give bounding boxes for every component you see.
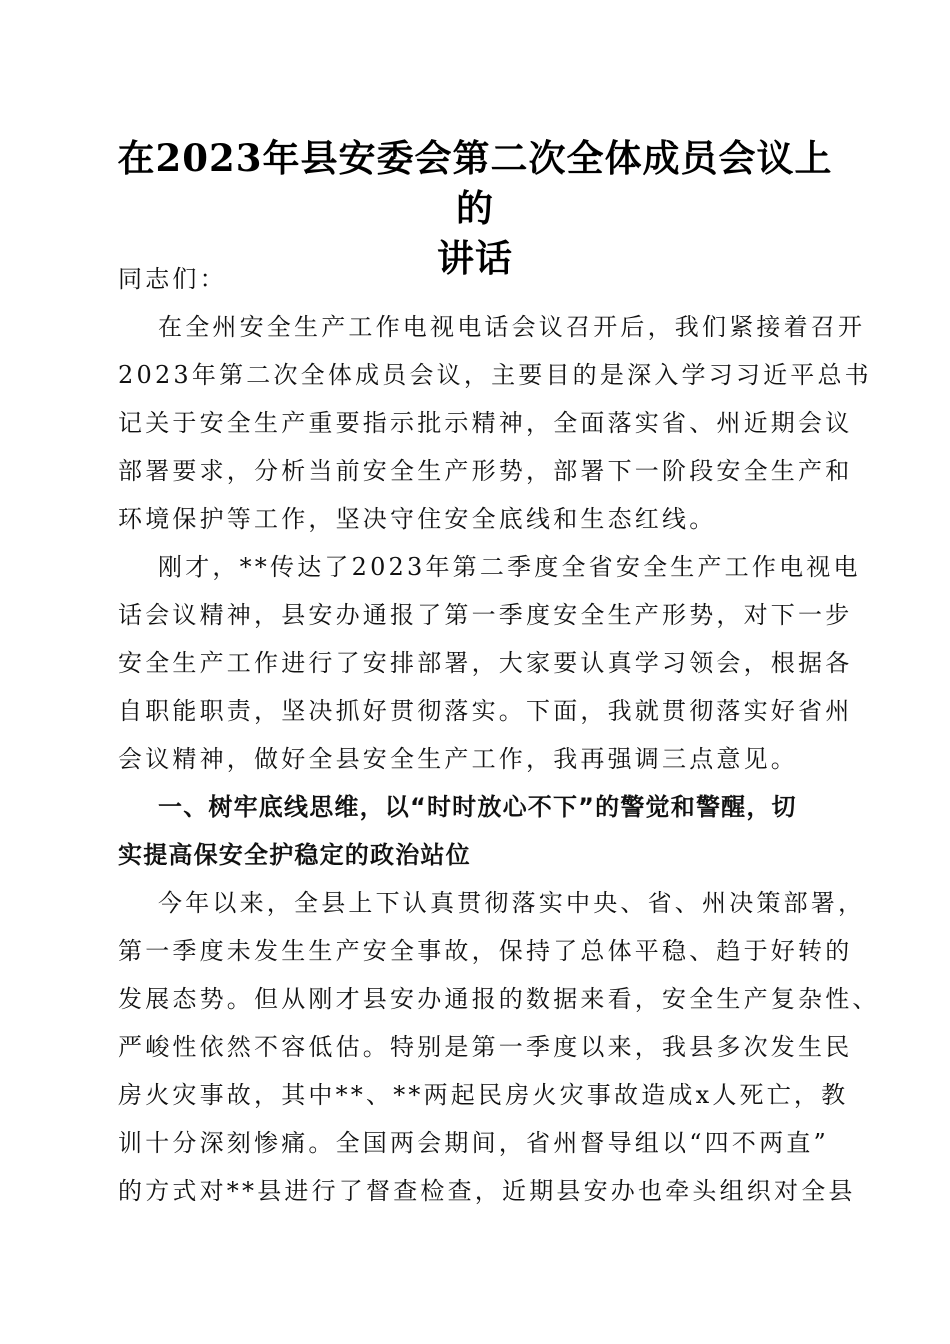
paragraph-line: 发展态势。但从刚才县安办通报的数据来看，安全生产复杂性、 [118, 985, 880, 1013]
paragraph-line: 部署要求，分析当前安全生产形势，部署下一阶段安全生产和 [118, 457, 853, 485]
title-line-1: 在2023年县安委会第二次全体成员会议上的 [117, 136, 833, 230]
title-line-2: 讲话 [437, 236, 513, 280]
section-heading-line: 实提高保安全护稳定的政治站位 [118, 841, 471, 869]
paragraph-line: 严峻性依然不容低估。特别是第一季度以来，我县多次发生民 [118, 1033, 853, 1061]
paragraph-line: 刚才，**传达了2023年第二季度全省安全生产工作电视电 [158, 553, 861, 581]
paragraph-line: 自职能职责，坚决抓好贯彻落实。下面，我就贯彻落实好省州 [118, 697, 853, 725]
paragraph-line: 安全生产工作进行了安排部署，大家要认真学习领会，根据各 [118, 649, 853, 677]
paragraph-line: 2023年第二次全体成员会议，主要目的是深入学习习近平总书 [118, 361, 872, 389]
paragraph-line: 的方式对**县进行了督查检查，近期县安办也牵头组织对全县 [118, 1177, 856, 1205]
paragraph-line: 会议精神，做好全县安全生产工作，我再强调三点意见。 [118, 745, 798, 773]
paragraph-line: 训十分深刻惨痛。全国两会期间，省州督导组以“四不两直” [118, 1129, 829, 1157]
paragraph-line: 环境保护等工作，坚决守住安全底线和生态红线。 [118, 505, 717, 533]
section-heading-line: 一、树牢底线思维，以“时时放心不下”的警觉和警醒，切 [158, 793, 797, 821]
salutation: 同志们： [118, 265, 227, 293]
paragraph-line: 记关于安全生产重要指示批示精神，全面落实省、州近期会议 [118, 409, 853, 437]
paragraph-line: 今年以来，全县上下认真贯彻落实中央、省、州决策部署， [158, 889, 866, 917]
paragraph-line: 在全州安全生产工作电视电话会议召开后，我们紧接着召开 [158, 313, 866, 341]
paragraph-line: 房火灾事故，其中**、**两起民房火灾事故造成x人死亡，教 [118, 1081, 849, 1109]
document-body [118, 255, 880, 1215]
paragraph-line: 第一季度未发生生产安全事故，保持了总体平稳、趋于好转的 [118, 937, 853, 965]
paragraph-line: 话会议精神，县安办通报了第一季度安全生产形势，对下一步 [118, 601, 853, 629]
